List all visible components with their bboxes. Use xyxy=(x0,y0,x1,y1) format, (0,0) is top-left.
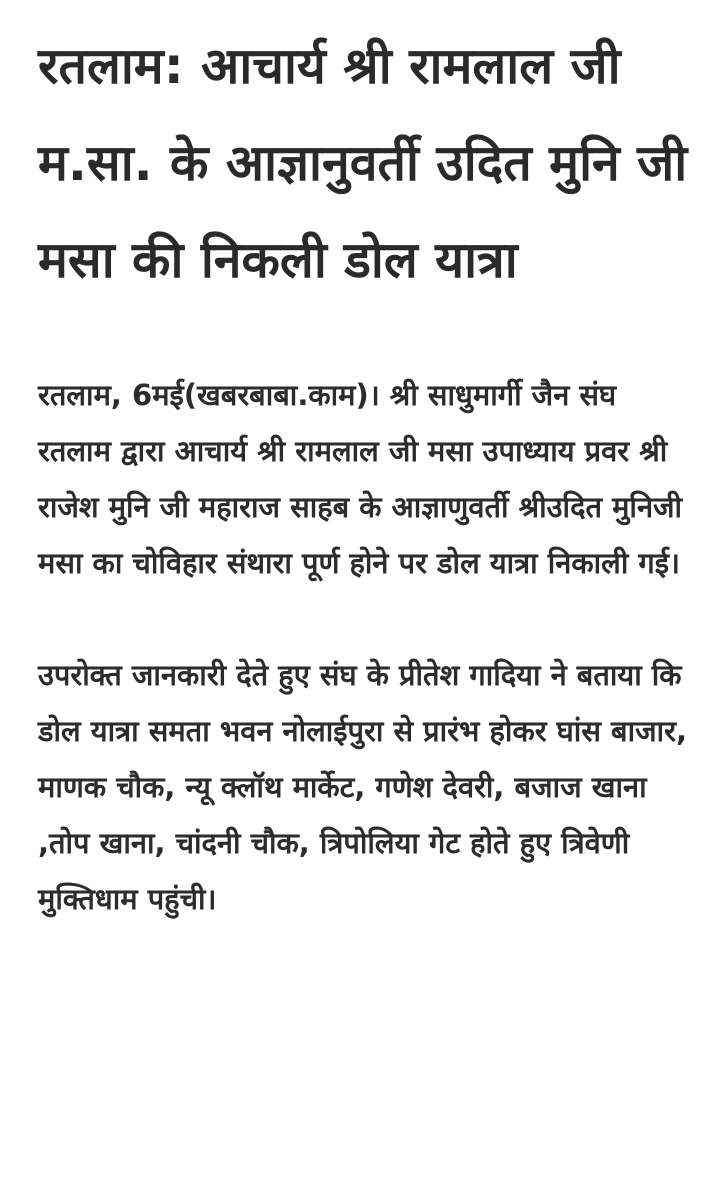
article-paragraph-1: रतलाम, 6मई(खबरबाबा.काम)। श्री साधुमार्गी जैन संघ रतलाम द्वारा आचार्य श्री रामलाल जी मसा उपाध्याय प्रवर श्री राजेश मुनि जी महाराज साहब के आज्ञाणुवर्ती श्रीउदित मुनिजी मसा का चोविहार संथारा पूर्ण होने पर डोल यात्रा निकाली गई। xyxy=(38,378,683,580)
article-paragraph-2: उपरोक्त जानकारी देते हुए संघ के प्रीतेश गादिया ने बताया कि डोल यात्रा समता भवन नोलाईपुरा से प्रारंभ होकर घांस बाजार, माणक चौक, न्यू क्लॉथ मार्केट, गणेश देवरी, बजाज खाना ,तोप खाना, चांदनी चौक, त्रिपोलिया गेट होते हुए त्रिवेणी मुक्तिधाम पहुंची। xyxy=(38,658,687,916)
article-headline: रतलाम: आचार्य श्री रामलाल जी म.सा. के आज्ञानुवर्ती उदित मुनि जी मसा की निकली डोल यात्रा xyxy=(38,37,688,289)
news-article xyxy=(38,0,688,927)
